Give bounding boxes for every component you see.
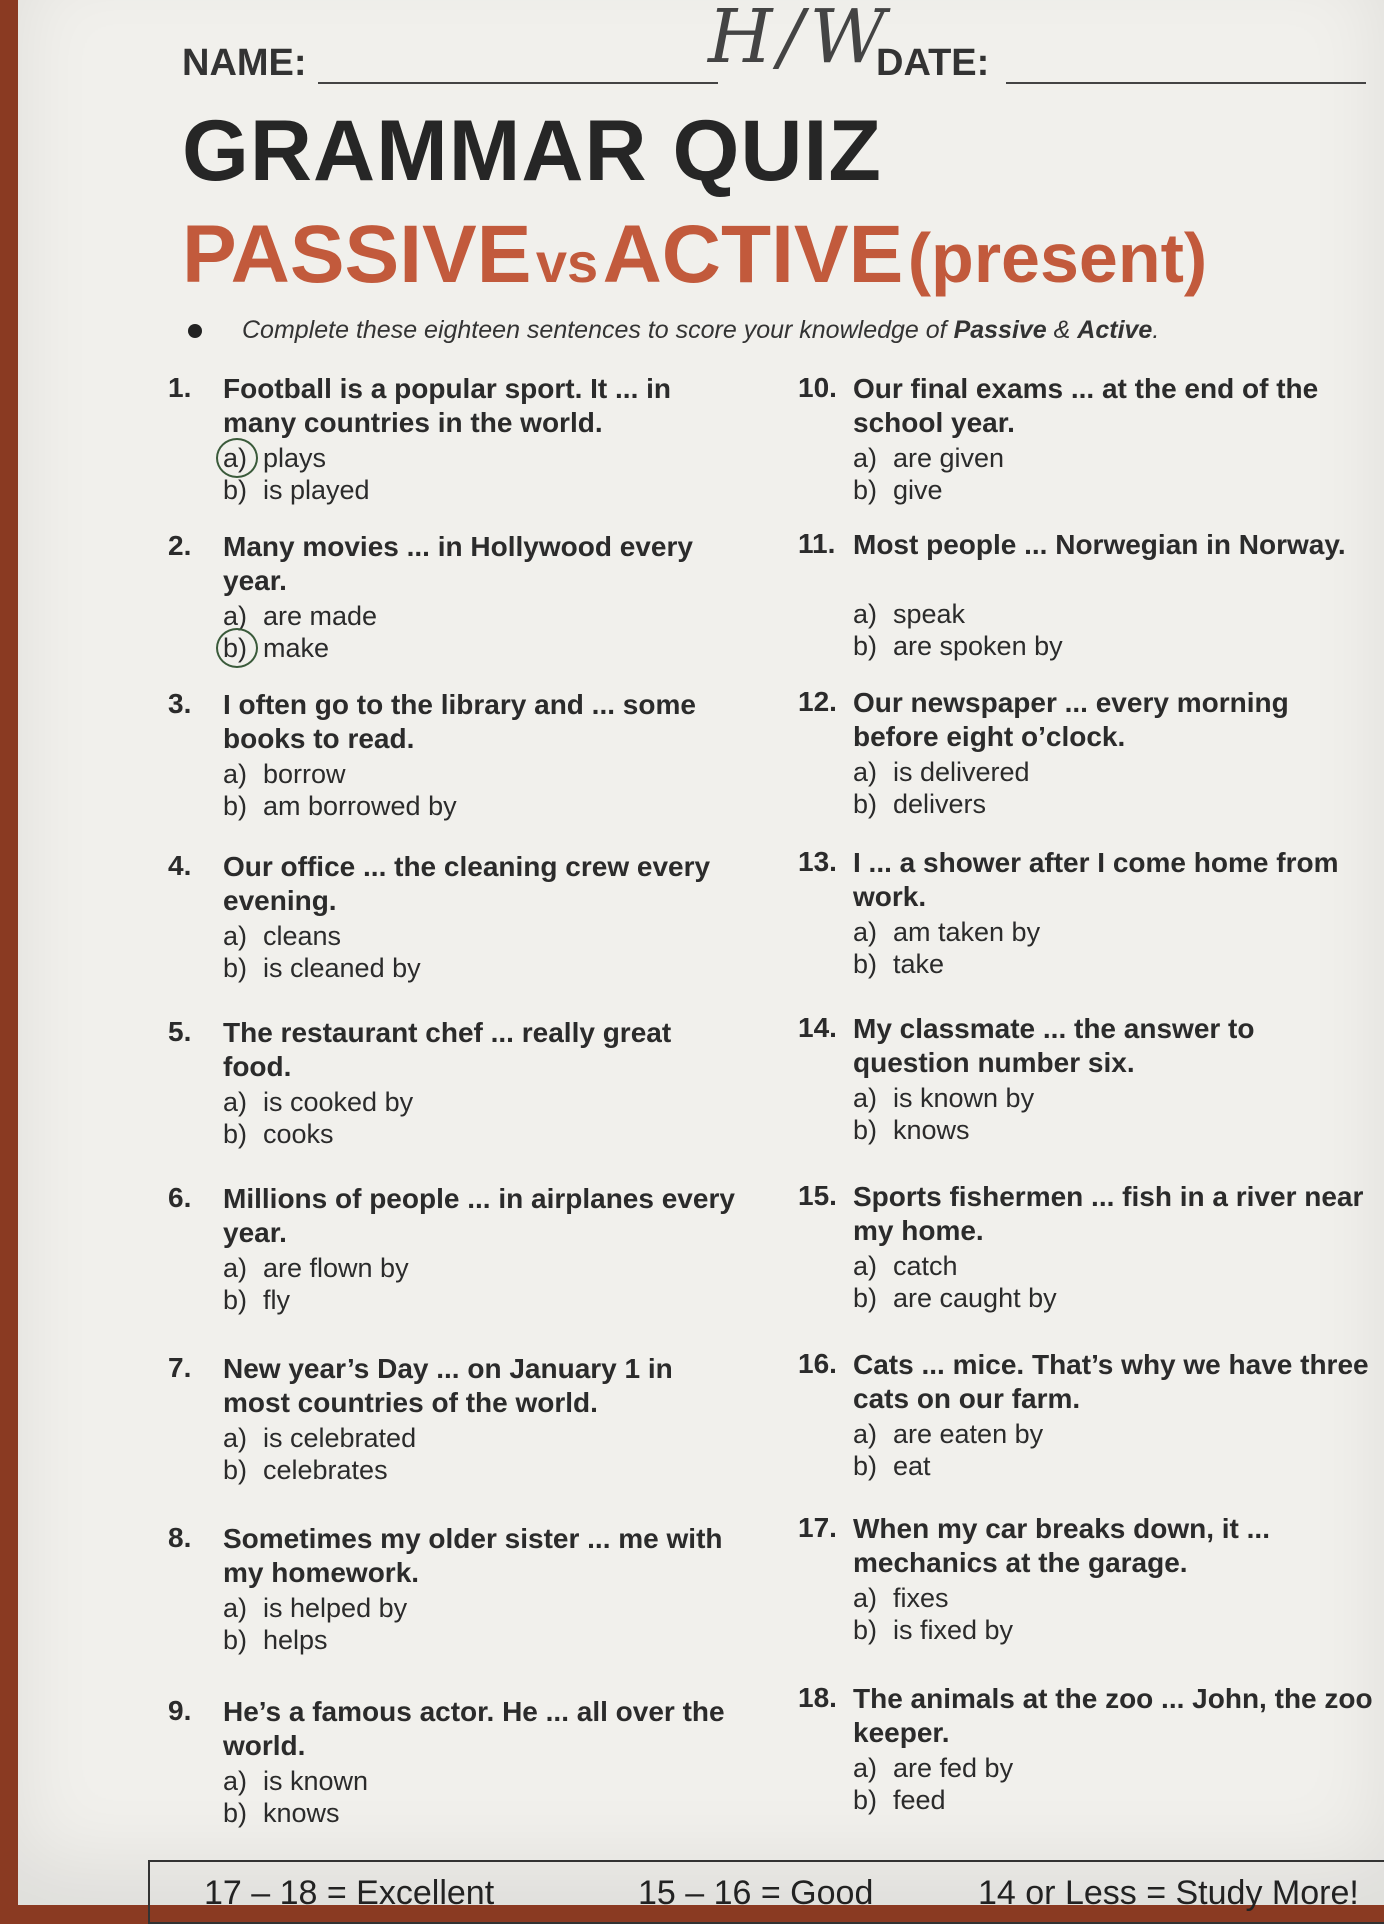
- instructions: [188, 316, 1159, 345]
- subtitle-present: (present): [907, 219, 1208, 297]
- option-letter: b): [853, 789, 878, 819]
- question-number: 6.: [168, 1182, 192, 1213]
- option-letter: a): [853, 1753, 878, 1783]
- question-number: 3.: [168, 688, 192, 719]
- option-letter: b): [223, 1798, 248, 1828]
- option-b[interactable]: [853, 1282, 1057, 1314]
- option-letter: a): [853, 443, 878, 473]
- page-title: GRAMMAR QUIZ: [182, 103, 882, 199]
- option-b-text: fly: [263, 1285, 290, 1315]
- option-a-text: are fed by: [893, 1753, 1014, 1783]
- option-letter: a): [853, 1083, 878, 1113]
- option-letter: a): [853, 1251, 878, 1281]
- option-a-text: cleans: [263, 921, 342, 951]
- option-a-text: is delivered: [893, 757, 1030, 787]
- option-a-text: am taken by: [893, 917, 1041, 947]
- option-letter: a): [223, 921, 248, 951]
- question-text: I ... a shower after I come home from work.: [853, 847, 1339, 912]
- question-text: Our office ... the cleaning crew every evening.: [223, 851, 711, 916]
- option-b-text: cooks: [263, 1119, 334, 1149]
- score-excellent: 17 – 18 = Excellent: [204, 1874, 495, 1912]
- option-letter: a): [853, 1583, 878, 1613]
- option-b[interactable]: [223, 1454, 388, 1486]
- option-letter: b): [853, 1451, 878, 1481]
- option-letter: b): [853, 1283, 878, 1313]
- question-text: Our final exams ... at the end of the school year.: [853, 373, 1319, 438]
- option-a[interactable]: [223, 1592, 407, 1624]
- option-b[interactable]: [853, 1614, 1013, 1646]
- date-label: DATE:: [876, 42, 990, 84]
- option-b[interactable]: [223, 474, 370, 506]
- option-b-text: make: [263, 633, 330, 663]
- option-b[interactable]: [853, 474, 943, 506]
- option-b-text: am borrowed by: [263, 791, 457, 821]
- option-b[interactable]: [223, 1118, 334, 1150]
- question-text: He’s a famous actor. He ... all over the world.: [223, 1696, 725, 1761]
- score-good: 15 – 16 = Good: [638, 1874, 874, 1912]
- question-text: Our newspaper ... every morning before eight o’clock.: [853, 687, 1289, 752]
- option-letter: b): [853, 949, 878, 979]
- question-text: Cats ... mice. That’s why we have three cats on our farm.: [853, 1349, 1369, 1414]
- option-a[interactable]: [853, 756, 1030, 788]
- option-b-text: is cleaned by: [263, 953, 421, 983]
- option-b[interactable]: [223, 1284, 290, 1316]
- option-b-text: eat: [893, 1451, 931, 1481]
- option-a-text: speak: [893, 599, 966, 629]
- question-text: Sometimes my older sister ... me with my homework.: [223, 1523, 723, 1588]
- option-a-text: are given: [893, 443, 1005, 473]
- option-letter: b): [223, 633, 248, 663]
- option-b-text: feed: [893, 1785, 946, 1815]
- intro-amp: &: [1046, 316, 1078, 344]
- question-number: 5.: [168, 1016, 192, 1047]
- option-a-text: is helped by: [263, 1593, 408, 1623]
- question-number: 1.: [168, 372, 192, 403]
- option-letter: a): [223, 1423, 248, 1453]
- option-a[interactable]: [223, 1765, 368, 1797]
- option-a[interactable]: [853, 1752, 1013, 1784]
- option-a-text: is cooked by: [263, 1087, 414, 1117]
- option-letter: a): [223, 1593, 248, 1623]
- page-subtitle: [182, 208, 1207, 302]
- question-number: 18.: [798, 1682, 837, 1713]
- question-number: 4.: [168, 850, 192, 881]
- option-a[interactable]: [223, 920, 341, 952]
- option-b-text: celebrates: [263, 1455, 388, 1485]
- option-b-text: is fixed by: [893, 1615, 1014, 1645]
- quiz-sheet: [18, 0, 1384, 1912]
- option-a[interactable]: [853, 1250, 958, 1282]
- option-b-text: take: [893, 949, 945, 979]
- option-b[interactable]: [853, 1784, 946, 1816]
- option-letter: a): [223, 759, 248, 789]
- option-b[interactable]: [223, 952, 421, 984]
- option-letter: b): [223, 475, 248, 505]
- option-letter: b): [223, 791, 248, 821]
- question-text: I often go to the library and ... some books to read.: [223, 689, 696, 754]
- intro-text: Complete these eighteen sentences to score your knowledge of: [242, 316, 954, 344]
- question-number: 2.: [168, 530, 192, 561]
- option-letter: a): [223, 1253, 248, 1283]
- option-a[interactable]: [223, 1252, 409, 1284]
- option-a[interactable]: [853, 1418, 1043, 1450]
- option-letter: b): [223, 953, 248, 983]
- option-a[interactable]: [853, 1082, 1034, 1114]
- question-text: Millions of people ... in airplanes every year.: [223, 1183, 735, 1248]
- option-letter: a): [853, 599, 878, 629]
- option-b[interactable]: [853, 630, 1063, 662]
- option-b[interactable]: [223, 1624, 328, 1656]
- option-letter: b): [853, 475, 878, 505]
- question-text: Sports fishermen ... fish in a river near my home.: [853, 1181, 1364, 1246]
- option-a-text: is celebrated: [263, 1423, 417, 1453]
- option-b-text: knows: [893, 1115, 970, 1145]
- question-text: When my car breaks down, it ... mechanics at the garage.: [853, 1513, 1270, 1578]
- option-a-text: are flown by: [263, 1253, 409, 1283]
- answer-circle-mark: [216, 438, 258, 478]
- name-line[interactable]: [318, 82, 718, 84]
- question-text: Many movies ... in Hollywood every year.: [223, 531, 693, 596]
- question-number: 17.: [798, 1512, 837, 1543]
- question-number: 14.: [798, 1012, 837, 1043]
- option-b[interactable]: [853, 1114, 970, 1146]
- option-a[interactable]: [223, 600, 377, 632]
- name-label: NAME:: [182, 42, 307, 84]
- score-study: 14 or Less = Study More!: [978, 1874, 1359, 1912]
- question-text: The restaurant chef ... really great food.: [223, 1017, 672, 1082]
- question-number: 11.: [798, 528, 836, 559]
- option-a-text: catch: [893, 1251, 958, 1281]
- question-number: 8.: [168, 1522, 192, 1553]
- option-b-text: delivers: [893, 789, 987, 819]
- option-letter: b): [853, 631, 878, 661]
- option-b-text: are spoken by: [893, 631, 1063, 661]
- option-letter: b): [853, 1115, 878, 1145]
- question-number: 15.: [798, 1180, 837, 1211]
- bullet-icon: [188, 324, 202, 338]
- option-a-text: plays: [263, 443, 327, 473]
- date-line[interactable]: [1006, 82, 1366, 84]
- handwritten-note: H/W: [708, 0, 892, 80]
- option-letter: a): [853, 757, 878, 787]
- question-number: 10.: [798, 372, 837, 403]
- option-letter: b): [223, 1119, 248, 1149]
- option-b[interactable]: [853, 948, 944, 980]
- subtitle-vs: vs: [535, 231, 599, 294]
- option-letter: a): [223, 601, 248, 631]
- question-text: Most people ... Norwegian in Norway.: [853, 529, 1346, 560]
- option-b-text: give: [893, 475, 943, 505]
- question-text: Football is a popular sport. It ... in many countries in the world.: [223, 373, 672, 438]
- question-number: 9.: [168, 1695, 192, 1726]
- option-a[interactable]: [223, 1422, 416, 1454]
- option-letter: a): [223, 1766, 248, 1796]
- option-b-text: is played: [263, 475, 370, 505]
- option-letter: b): [223, 1285, 248, 1315]
- subtitle-active: ACTIVE: [602, 209, 904, 300]
- option-a[interactable]: [223, 758, 346, 790]
- option-letter: b): [853, 1785, 878, 1815]
- option-a-text: is known: [263, 1766, 369, 1796]
- option-letter: a): [853, 917, 878, 947]
- intro-active: Active: [1077, 316, 1153, 344]
- question-number: 13.: [798, 846, 837, 877]
- question-text: New year’s Day ... on January 1 in most countries of the world.: [223, 1353, 673, 1418]
- option-a-text: is known by: [893, 1083, 1035, 1113]
- option-letter: b): [223, 1625, 248, 1655]
- option-b-text: knows: [263, 1798, 340, 1828]
- question-number: 12.: [798, 686, 837, 717]
- option-a-text: fixes: [893, 1583, 949, 1613]
- option-letter: a): [223, 443, 248, 473]
- question-number: 7.: [168, 1352, 192, 1383]
- option-a[interactable]: [223, 1086, 413, 1118]
- option-b[interactable]: [853, 788, 986, 820]
- question-number: 16.: [798, 1348, 837, 1379]
- option-a[interactable]: [853, 1582, 949, 1614]
- option-b[interactable]: [223, 790, 457, 822]
- option-a-text: are made: [263, 601, 378, 631]
- subtitle-passive: PASSIVE: [182, 209, 532, 300]
- option-a-text: are eaten by: [893, 1419, 1044, 1449]
- option-b[interactable]: [853, 1450, 931, 1482]
- option-b-text: are caught by: [893, 1283, 1057, 1313]
- option-a[interactable]: [853, 598, 965, 630]
- option-a-text: borrow: [263, 759, 346, 789]
- option-a[interactable]: [853, 442, 1004, 474]
- option-letter: b): [223, 1455, 248, 1485]
- option-a[interactable]: [853, 916, 1040, 948]
- option-b-text: helps: [263, 1625, 328, 1655]
- answer-circle-mark: [216, 628, 258, 668]
- intro-passive: Passive: [953, 316, 1047, 344]
- option-b[interactable]: [223, 1797, 340, 1829]
- question-text: The animals at the zoo ... John, the zoo keeper.: [853, 1683, 1373, 1748]
- option-letter: b): [853, 1615, 878, 1645]
- option-letter: a): [223, 1087, 248, 1117]
- intro-dot: .: [1152, 316, 1160, 344]
- option-letter: a): [853, 1419, 878, 1449]
- question-text: My classmate ... the answer to question number six.: [853, 1013, 1255, 1078]
